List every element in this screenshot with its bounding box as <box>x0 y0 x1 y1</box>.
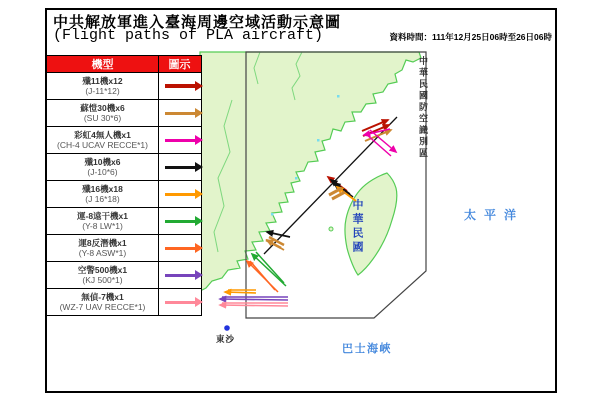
coastal-city-dot <box>317 139 320 142</box>
page-title-english: (Flight paths of PLA aircraft) <box>53 27 324 44</box>
aircraft-legend-table <box>46 55 202 316</box>
legend-row-j10 <box>47 153 201 180</box>
aircraft-name: 運-8遠干機x1 <box>76 211 128 221</box>
aircraft-name-en: (SU 30*6) <box>83 113 122 123</box>
aircraft-name: 殲16機x18 <box>82 184 123 194</box>
coastal-city-dot <box>337 95 340 98</box>
coastal-city-dot <box>271 213 274 216</box>
legend-row-y8asw <box>47 234 201 261</box>
aircraft-name: 無偵-7機x1 <box>81 292 124 302</box>
aircraft-name-en: (KJ 500*1) <box>82 275 123 285</box>
aircraft-name-en: (CH-4 UCAV RECCE*1) <box>57 140 148 150</box>
page-title-chinese: 中共解放軍進入臺海周邊空域活動示意圖 <box>53 14 342 31</box>
flight-path-j11-north <box>362 120 388 131</box>
legend-arrow-wz7 <box>165 301 195 304</box>
legend-header-type: 機型 <box>47 56 159 72</box>
legend-arrow-su30 <box>165 112 195 115</box>
aircraft-name: 殲10機x6 <box>84 157 121 167</box>
map-label-taiwan: 中華民國 <box>351 199 363 255</box>
legend-row-su30 <box>47 99 201 126</box>
legend-row-j16 <box>47 180 201 207</box>
map-label-bashi-channel: 巴士海峽 <box>342 343 392 355</box>
legend-arrow-j11 <box>165 84 195 88</box>
aircraft-name: 運8反潛機x1 <box>78 238 127 248</box>
legend-arrow-j16 <box>165 193 195 196</box>
dongsha-island-dot <box>224 325 230 331</box>
penghu-islet <box>329 227 333 231</box>
aircraft-name: 彩虹4無人機x1 <box>74 130 131 140</box>
aircraft-name: 殲11機x12 <box>82 76 123 86</box>
flight-path-wz7 <box>220 305 288 306</box>
data-time-stamp: 資料時間：111年12月25日06時至26日06時 <box>389 32 552 42</box>
flight-path-y8asw <box>247 261 278 292</box>
aircraft-name-en: (J-11*12) <box>85 86 120 96</box>
legend-row-y8lw <box>47 207 201 234</box>
flight-path-j10-southwest <box>267 232 290 237</box>
legend-row-kj500 <box>47 261 201 288</box>
aircraft-name-en: (Y-8 LW*1) <box>82 221 123 231</box>
aircraft-name-en: (WZ-7 UAV RECCE*1) <box>59 302 146 312</box>
legend-arrow-y8asw <box>165 247 195 250</box>
legend-row-wz7 <box>47 288 201 315</box>
map-label-dongsha: 東沙 <box>216 334 236 344</box>
aircraft-name-en: (J-10*6) <box>87 167 118 177</box>
aircraft-name: 蘇愷30機x6 <box>80 103 125 113</box>
map-label-pacific-ocean: 太平洋 <box>464 208 525 222</box>
legend-header-row <box>47 56 201 72</box>
mainland-china-landmass <box>200 52 421 291</box>
legend-arrow-ch4 <box>165 139 195 142</box>
legend-arrow-y8lw <box>165 220 195 223</box>
map-label-adiz: 中華民國防空識別區 <box>418 56 428 160</box>
coastal-city-dot <box>295 177 298 180</box>
aircraft-name-en: (J 16*18) <box>85 194 120 204</box>
flight-path-kj500 <box>220 299 288 300</box>
legend-row-ch4 <box>47 126 201 153</box>
flight-path-j16-south <box>225 292 256 293</box>
legend-header-symbol: 圖示 <box>168 59 191 71</box>
aircraft-name-en: (Y-8 ASW*1) <box>78 248 127 258</box>
flight-path-y8lw-leg <box>256 252 284 283</box>
aircraft-name: 空警500機x1 <box>77 265 128 275</box>
legend-arrow-j10 <box>165 166 195 169</box>
legend-row-j11 <box>47 72 201 99</box>
legend-arrow-kj500 <box>165 274 195 277</box>
